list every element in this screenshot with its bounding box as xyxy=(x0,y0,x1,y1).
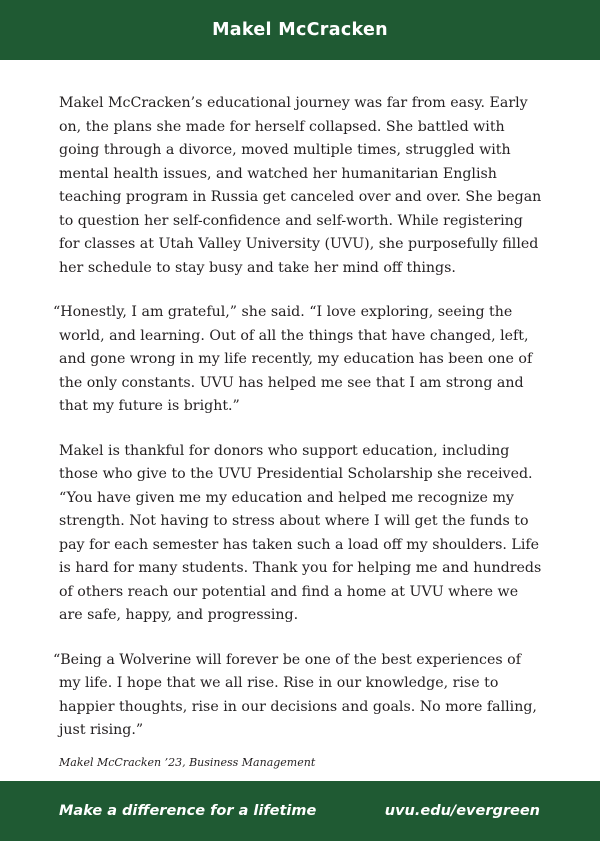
footer-bar xyxy=(0,781,600,841)
attribution: Makel McCracken ’23, Business Management xyxy=(59,755,316,769)
footer-tagline: Make a difference for a lifetime xyxy=(59,803,317,819)
page-title: Makel McCracken xyxy=(212,20,388,40)
story-paragraph-1: Makel McCracken’s educational journey was far from easy. Early on, the plans she made for herself collapsed. She battled with going through a divorce, moved multiple times, struggled with mental health issues, and watched her humanitarian English teaching program in Russia get canceled over and over. She began to question her self-confidence and self-worth. While registering for classes at Utah Valley University (UVU), she purposefully filled her schedule to stay busy and take her mind off things. xyxy=(59,95,542,276)
footer-url-link[interactable]: uvu.edu/evergreen xyxy=(384,803,540,819)
story-paragraph-2: “Honestly, I am grateful,” she said. “I love exploring, seeing the world, and learning. Out of all the things that have changed, left, and gone wrong in my life recently, my education has been one of the only constants. UVU has helped me see that I am strong and that my future is bright.” xyxy=(53,304,533,414)
story-paragraph-3: Makel is thankful for donors who support education, including those who give to the UVU Presidential Scholarship she received. “You have given me my education and helped me recognize my strength. Not having to stress about where I will get the funds to pay for each semester has taken such a load off my shoulders. Life is hard for many students. Thank you for helping me and hundreds of others reach our potential and find a home at UVU where we are safe, happy, and progressing. xyxy=(59,442,542,623)
header-bar xyxy=(0,0,600,60)
story-body xyxy=(53,92,544,769)
story-paragraph-4: “Being a Wolverine will forever be one of the best experiences of my life. I hope that we all rise. Rise in our knowledge, rise to happier thoughts, rise in our decisions and goals. No more falling, just rising.” xyxy=(53,651,537,738)
